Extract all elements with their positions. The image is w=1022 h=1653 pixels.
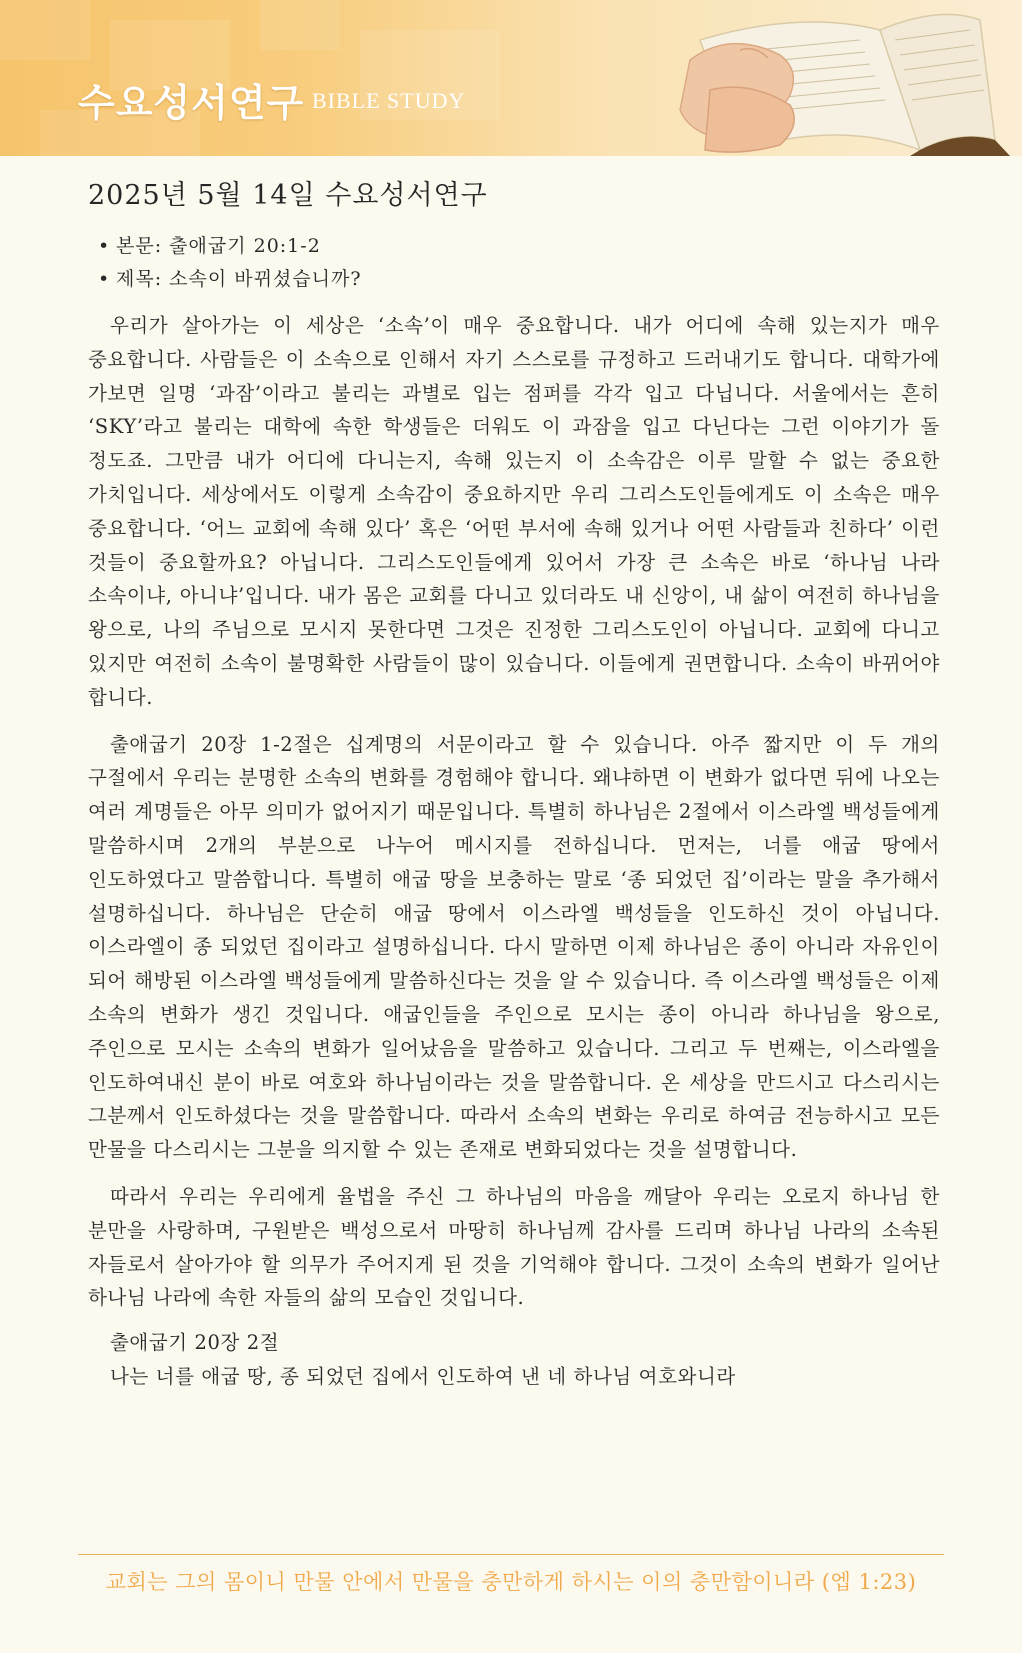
paragraph: 출애굽기 20장 1-2절은 십계명의 서문이라고 할 수 있습니다. 아주 짧지만 이 두 개의 구절에서 우리는 분명한 소속의 변화를 경험해야 합니다. 왜냐하면 이 변화가 없다면 뒤에 나오는 여러 계명들은 아무 의미가 없어지기 때문입니다. 특별히 하나님은 2절에서 이스라엘 백성들에게 말씀하시며 2개의 부분으로 나누어 메시지를 전하십니다. 먼저는, 너를 애굽 땅에서 인도하였다고 말씀합니다. 특별히 애굽 땅을 보충하는 말로 ‘종 되었던 집’이라는 말을 추가해서 설명하십니다. 하나님은 단순히 애굽 땅에서 이스라엘 백성들을 인도하신 것이 아닙니다. 이스라엘이 종 되었던 집이라고 설명하십니다. 다시 말하면 이제 하나님은 종이 아니라 자유인이 되어 해방된 이스라엘 백성들에게 말씀하신다는 것을 알 수 있습니다. 즉 이스라엘 백성들은 이제 소속의 변화가 생긴 것입니다. 애굽인들을 주인으로 모시는 종이 아니라 하나님을 왕으로, 주인으로 모시는 소속의 변화가 일어났음을 말씀하고 있습니다. 그리고 두 번째는, 이스라엘을 인도하여내신 분이 바로 여호와 하나님이라는 것을 말씀합니다. 온 세상을 만드시고 다스리시는 그분께서 인도하셨다는 것을 말씀합니다. 따라서 소속의 변화는 우리로 하여금 전능하시고 모든 만물을 다스리시는 그분을 의지할 수 있는 존재로 변화되었다는 것을 설명합니다. (88, 732, 940, 1162)
header-subtitle: BIBLE STUDY (312, 88, 466, 113)
header-banner (0, 0, 1022, 156)
article (88, 178, 940, 1394)
meta-subject: • 제목: 소속이 바뀌셨습니까? (88, 263, 940, 296)
meta-list (88, 230, 940, 296)
paragraph: 우리가 살아가는 이 세상은 ‘소속’이 매우 중요합니다. 내가 어디에 속해 있는지가 매우 중요합니다. 사람들은 이 소속으로 인해서 자기 스스로를 규정하고 드러내기도 합니다. 대학가에 가보면 일명 ‘과잠’이라고 불리는 과별로 입는 점퍼를 각각 입고 다닙니다. 서울에서는 흔히 ‘SKY’라고 불리는 대학에 속한 학생들은 더워도 이 과잠을 입고 다닌다는 그런 이야기가 돌 정도죠. 그만큼 내가 어디에 다니는지, 속해 있는지 이 소속감은 이루 말할 수 없는 중요한 가치입니다. 세상에서도 이렇게 소속감이 중요하지만 우리 그리스도인들에게도 이 소속은 매우 중요합니다. ‘어느 교회에 속해 있다’ 혹은 ‘어떤 부서에 속해 있거나 어떤 사람들과 친하다’ 이런 것들이 중요할까요? 아닙니다. 그리스도인들에게 있어서 가장 큰 소속은 바로 ‘하나님 나라 소속이냐, 아니냐’입니다. 내가 몸은 교회를 다니고 있더라도 내 신앙이, 내 삶이 여전히 하나님을 왕으로, 나의 주님으로 모시지 못한다면 그것은 진정한 그리스도인이 아닙니다. 교회에 다니고 있지만 여전히 소속이 불명확한 사람들이 많이 있습니다. 이들에게 권면합니다. 소속이 바뀌어야 합니다. (88, 314, 940, 709)
bible-hands-image (540, 0, 1022, 156)
paragraph: 따라서 우리는 우리에게 율법을 주신 그 하나님의 마음을 깨달아 우리는 오로지 하나님 한 분만을 사랑하며, 구원받은 백성으로서 마땅히 하나님께 감사를 드리며 하나님 나라의 소속된 자들로서 살아가야 할 의무가 주어지게 된 것을 기억해야 합니다. 그것이 소속의 변화가 일어난 하나님 나라에 속한 자들의 삶의 모습인 것입니다. (88, 1184, 940, 1310)
banner-tile (0, 0, 90, 60)
footer-divider (78, 1554, 944, 1555)
meta-scripture: • 본문: 출애굽기 20:1-2 (88, 230, 940, 263)
banner-tile (260, 0, 340, 50)
footer-verse: 교회는 그의 몸이니 만물 안에서 만물을 충만하게 하시는 이의 충만함이니라 (엡 1:23) (105, 1570, 917, 1594)
header-title: 수요성서연구 (78, 81, 305, 125)
verse-reference: 출애굽기 20장 2절 (110, 1331, 280, 1355)
verse-text: 나는 너를 애굽 땅, 종 되었던 집에서 인도하여 낸 네 하나님 여호와니라 (110, 1364, 736, 1388)
article-title: 2025년 5월 14일 수요성서연구 (88, 180, 488, 211)
